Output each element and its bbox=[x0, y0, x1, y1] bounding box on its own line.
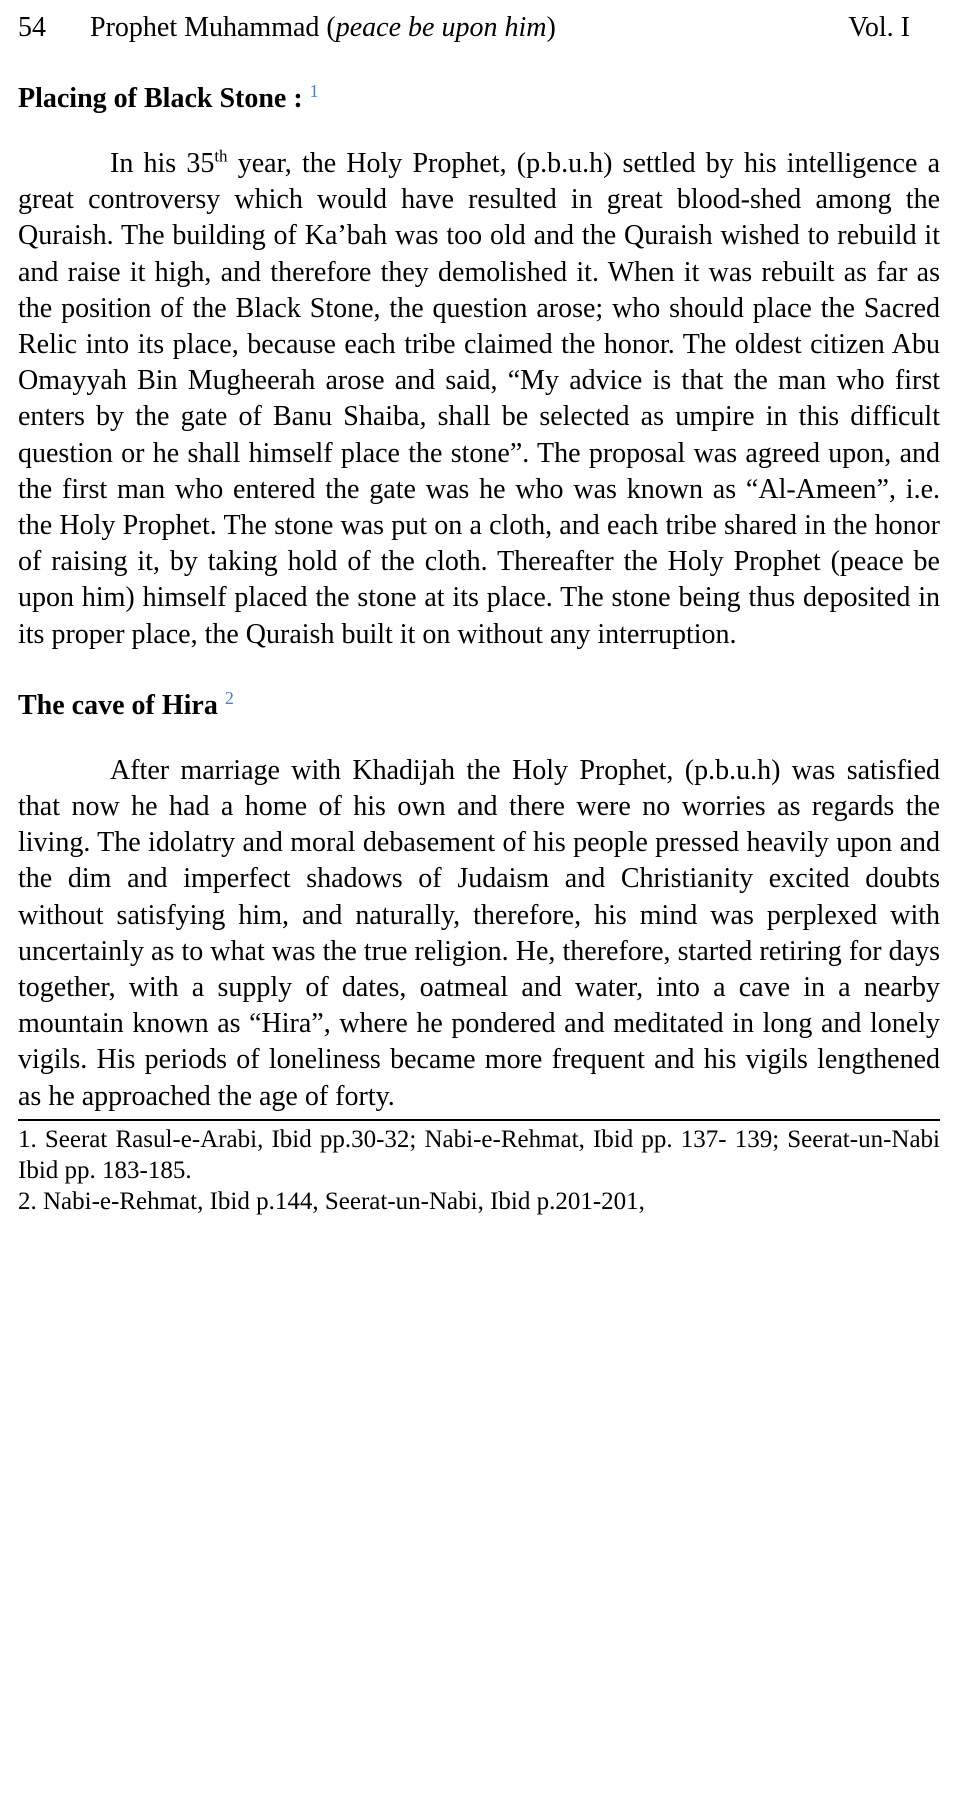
page-number: 54 bbox=[18, 12, 46, 43]
footnote-ref-marker: 1 bbox=[309, 80, 319, 101]
section-heading-text: Placing of Black Stone : bbox=[18, 83, 303, 114]
paragraph-text-start: In his 35 bbox=[110, 148, 215, 179]
footnote-ref-marker: 2 bbox=[224, 687, 234, 708]
body-paragraph bbox=[18, 753, 940, 1115]
footnote-item: 1. Seerat Rasul-e-Arabi, Ibid pp.30-32; Nabi-e-Rehmat, Ibid pp. 137- 139; Seerat-un-Nabi Ibid pp. 183-185. bbox=[18, 1125, 940, 1184]
section-heading bbox=[18, 82, 940, 116]
section-placing-of-black-stone bbox=[18, 82, 940, 653]
footnotes bbox=[18, 1124, 940, 1217]
section-heading-text: The cave of Hira bbox=[18, 689, 218, 721]
running-title-roman-open: Prophet Muhammad ( bbox=[90, 12, 336, 43]
page-header bbox=[18, 10, 940, 46]
footnote-item: 2. Nabi-e-Rehmat, Ibid p.144, Seerat-un-Nabi, Ibid p.201-201, bbox=[18, 1187, 645, 1215]
volume-label: Vol. I bbox=[848, 12, 910, 43]
ordinal-superscript: th bbox=[214, 146, 228, 166]
paragraph-text-rest: year, the Holy Prophet, (p.b.u.h) settled by his intelligence a great controversy which would have resulted in great blood-shed among the Quraish. The building of Ka’bah was too old and the Quraish wished to rebuild it and raise it high, and therefore they demolished it. When it was rebuilt as far as the position of the Black Stone, the question arose; who should place the Sacred Relic into its place, because each tribe claimed the honor. The oldest citizen Abu Omayyah Bin Mugheerah arose and said, “My advice is that the man who first enters by the gate of Banu Shaiba, shall be selected as umpire in this difficult question or he shall himself place the stone”. The proposal was agreed upon, and the first man who entered the gate was he who was known as “Al-Ameen”, i.e. the Holy Prophet. The stone was put on a cloth, and each tribe shared in the honor of raising it, by taking hold of the cloth. Thereafter the Holy Prophet (peace be upon him) himself placed the stone at its place. The stone being thus deposited in its proper place, the Quraish built it on without any interruption. bbox=[18, 148, 940, 650]
section-heading bbox=[18, 689, 940, 723]
running-title bbox=[90, 10, 848, 46]
footnote-divider bbox=[18, 1119, 940, 1121]
section-the-cave-of-hira bbox=[18, 689, 940, 1115]
body-paragraph bbox=[18, 146, 940, 653]
running-title-roman-close: ) bbox=[546, 12, 556, 43]
paragraph-text: After marriage with Khadijah the Holy Prophet, (p.b.u.h) was satisfied that now he had a home of his own and there were no worries as regards the living. The idolatry and moral debasement of his people pressed heavily upon and the dim and imperfect shadows of Judaism and Christianity excited doubts without satisfying him, and naturally, therefore, his mind was perplexed with uncertainly as to what was the true religion. He, therefore, started retiring for days together, with a supply of dates, oatmeal and water, into a cave in a nearby mountain known as “Hira”, where he pondered and meditated in long and lonely vigils. His periods of loneliness became more frequent and his vigils lengthened as he approached the age of forty. bbox=[18, 754, 940, 1112]
running-title-italic: peace be upon him bbox=[335, 12, 547, 43]
